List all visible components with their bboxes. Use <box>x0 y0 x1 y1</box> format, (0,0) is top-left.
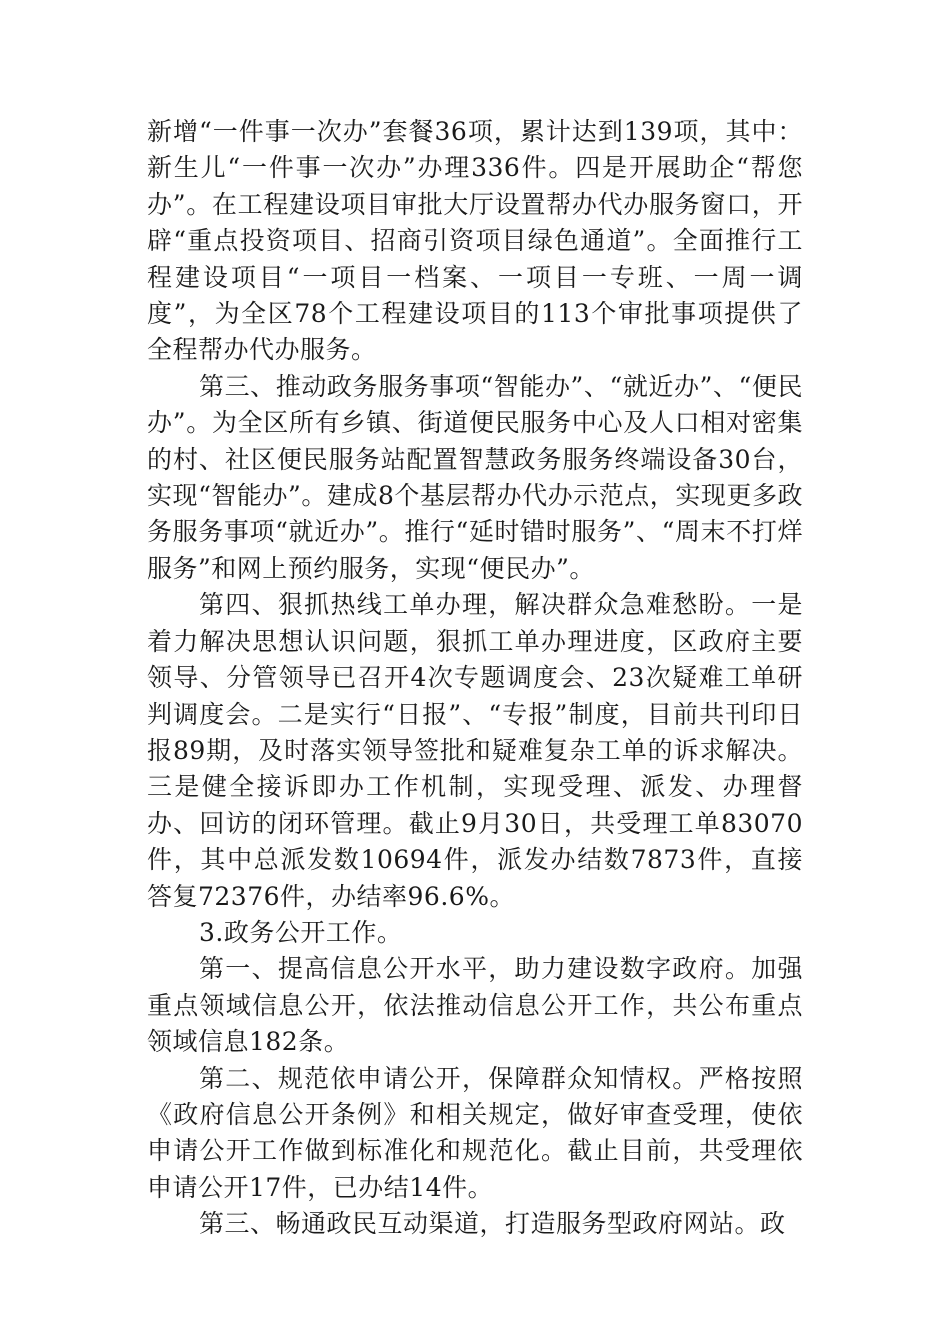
paragraph-6: 第二、规范依申请公开，保障群众知情权。严格按照《政府信息公开条例》和相关规定，做好审查受理，使依申请公开工作做到标准化和规范化。截止目前，共受理依申请公开17件，已办结14件。 <box>147 1063 803 1202</box>
section-heading: 3.政务公开工作。 <box>199 917 403 947</box>
paragraph-2: 第三、推动政务服务事项“智能办”、“就近办”、“便民办”。为全区所有乡镇、街道便民服务中心及人口相对密集的村、社区便民服务站配置智慧政务服务终端设备30台，实现“智能办”。建成8个基层帮办代办示范点，实现更多政务服务事项“就近办”。推行“延时错时服务”、“周末不打烊服务”和网上预约服务，实现“便民办”。 <box>147 371 803 583</box>
paragraph-3: 第四、狠抓热线工单办理，解决群众急难愁盼。一是着力解决思想认识问题，狠抓工单办理进度，区政府主要领导、分管领导已召开4次专题调度会、23次疑难工单研判调度会。二是实行“日报”、“专报”制度，目前共刊印日报89期，及时落实领导签批和疑难复杂工单的诉求解决。三是健全接诉即办工作机制，实现受理、派发、办理督办、回访的闭环管理。截止9月30日，共受理工单83070件，其中总派发数10694件，派发办结数7873件，直接答复72376件，办结率96.6%。 <box>147 590 803 911</box>
document-body <box>147 114 803 1243</box>
paragraph-1: 新增“一件事一次办”套餐36项，累计达到139项，其中：新生儿“一件事一次办”办理336件。四是开展助企“帮您办”。在工程建设项目审批大厅设置帮办代办服务窗口，开辟“重点投资项目、招商引资项目绿色通道”。全面推行工程建设项目“一项目一档案、一项目一专班、一周一调度”，为全区78个工程建设项目的113个审批事项提供了全程帮办代办服务。 <box>147 117 803 365</box>
paragraph-5: 第一、提高信息公开水平，助力建设数字政府。加强重点领域信息公开，依法推动信息公开工作，共公布重点领域信息182条。 <box>147 954 803 1057</box>
paragraph-7: 第三、畅通政民互动渠道，打造服务型政府网站。政 <box>199 1209 786 1239</box>
